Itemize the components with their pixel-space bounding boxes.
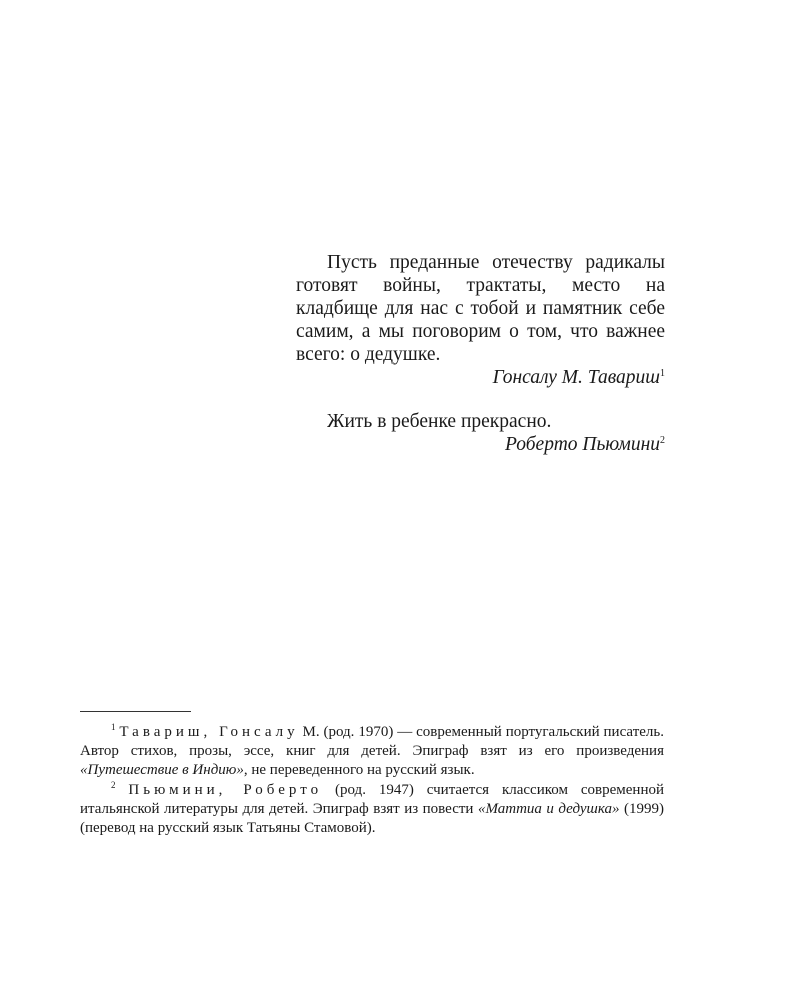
footnote-mark: 2 [111,780,116,790]
footnote-2 [80,781,664,838]
footnote-work-title: «Маттиа и дедушка» [477,801,620,817]
footnote-ref-1: 1 [660,368,665,379]
footnote-ref-2: 2 [660,435,665,446]
epigraph-1 [296,251,665,390]
author-name: Гонсалу М. Тавариш [492,367,660,388]
footnote-text: (род. 1947) считается классиком современной итальянской литературы для детей. Эпиграф взят из повести [80,782,665,817]
footnote-text-end: , не переведенного на русский язык. [243,762,475,778]
footnote-name: Тавариш, Гонсалу [119,724,299,740]
epigraph-2 [296,410,665,457]
epigraph-author [296,366,665,390]
footnote-divider [80,711,191,712]
footnote-text: М. (род. 1970) — современный португальский писатель. Автор стихов, прозы, эссе, книг для детей. Эпиграф взят из его произведения [80,724,664,759]
epigraph-author [296,433,665,457]
epigraph-text: Жить в ребенке прекрасно. [327,411,552,432]
footnote-1 [80,723,664,780]
author-name: Роберто Пьюмини [505,434,660,455]
footnote-mark: 1 [111,722,116,732]
footnotes [80,723,664,838]
footnote-text-end: (1999) (перевод на русский язык Татьяны Стамовой). [80,801,664,836]
footnote-name: Пьюмини, Роберто [128,782,323,798]
footnote-work-title: «Путешествие в Индию» [80,762,244,778]
epigraph-text: Пусть преданные отечеству радикалы готовят войны, трактаты, место на кладбище для нас с тобой и памятник себе самим, а мы поговорим о том, что важнее всего: о дедушке. [296,252,665,365]
